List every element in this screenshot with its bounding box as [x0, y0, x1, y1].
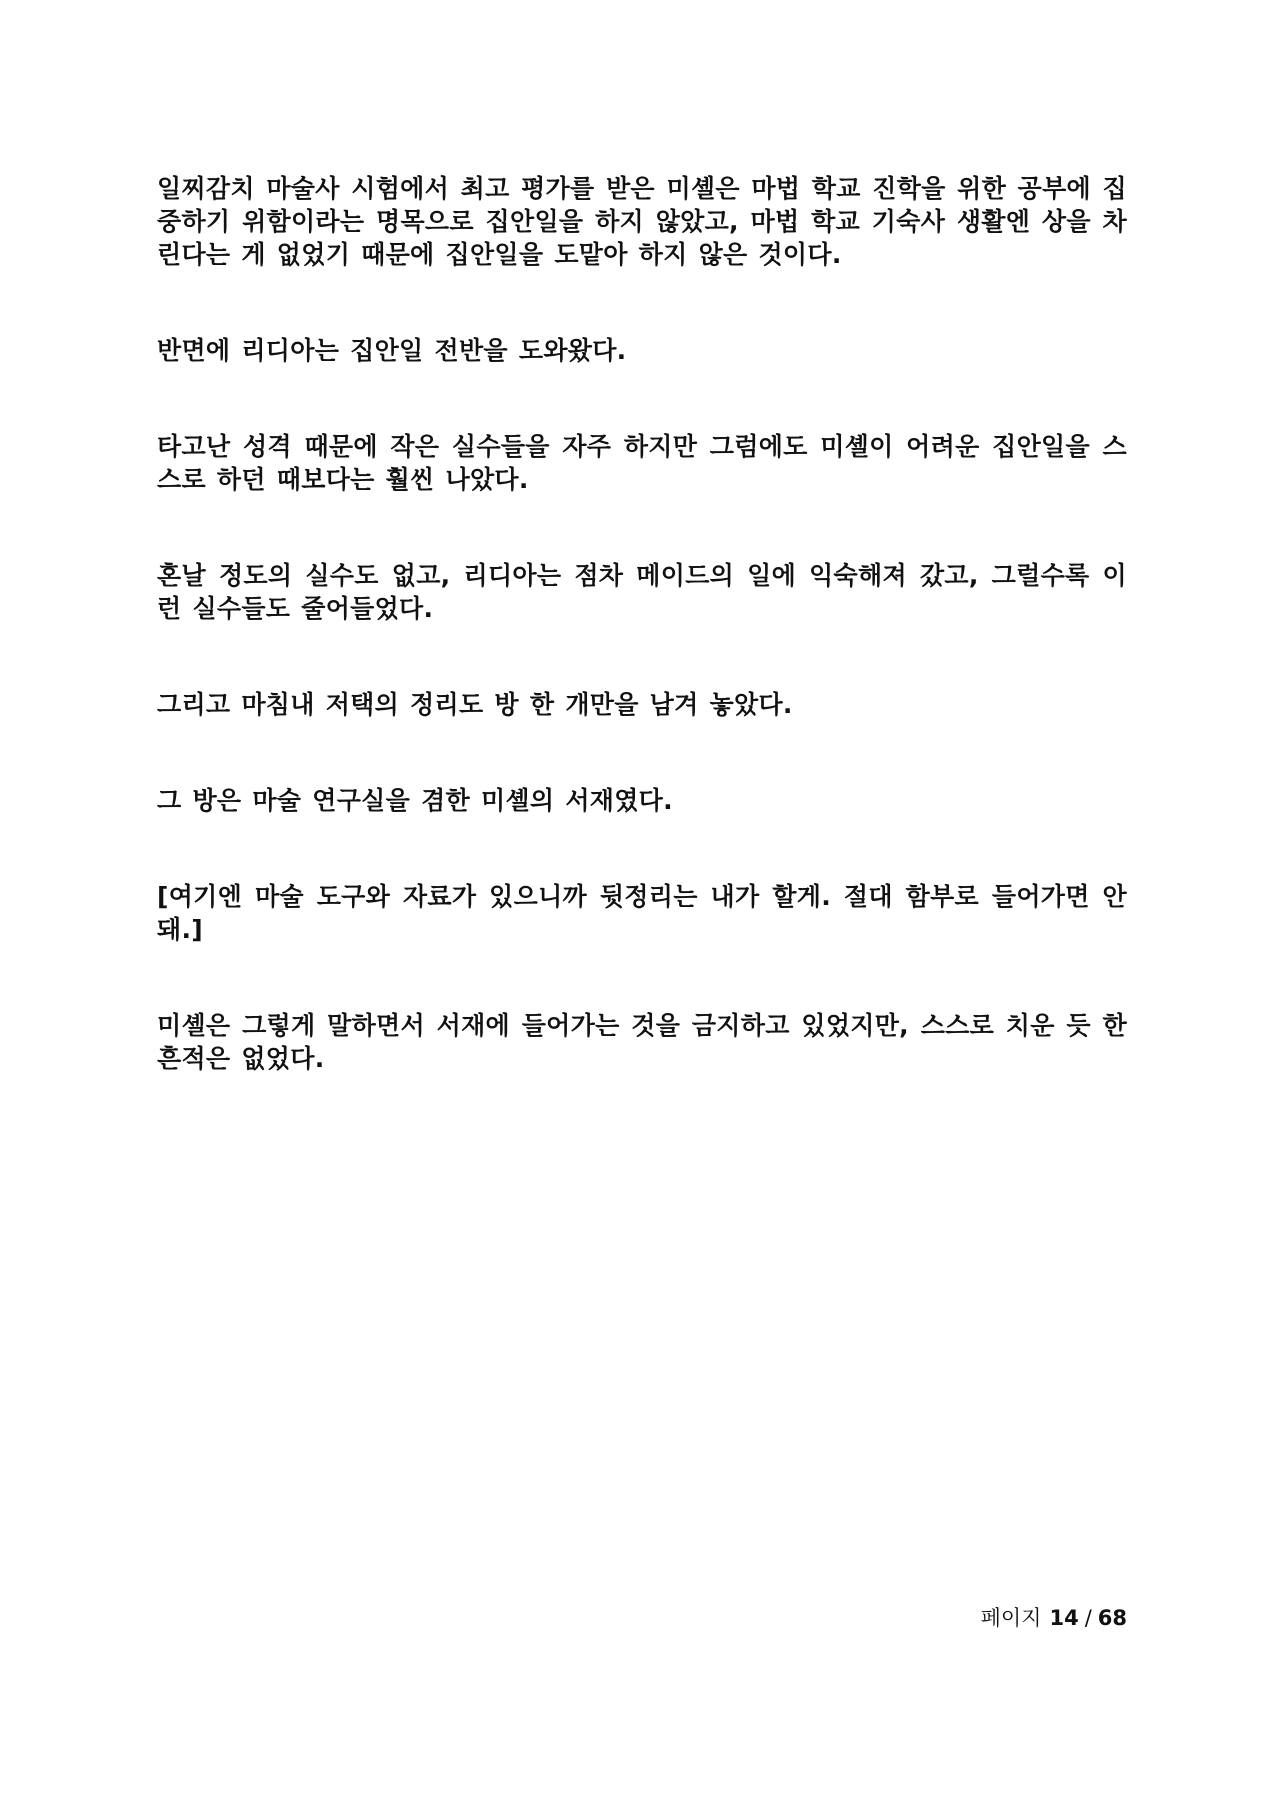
- current-page-number: 14: [1049, 1606, 1079, 1630]
- document-body: [157, 172, 1127, 1138]
- paragraph: 미셸은 그렇게 말하면서 서재에 들어가는 것을 금지하고 있었지만, 스스로 치운 듯 한 흔적은 없었다.: [157, 1011, 1127, 1073]
- paragraph: 혼날 정도의 실수도 없고, 리디아는 점차 메이드의 일에 익숙해져 갔고, 그럴수록 이런 실수들도 줄어들었다.: [157, 561, 1127, 623]
- paragraph: 타고난 성격 때문에 작은 실수들을 자주 하지만 그럼에도 미셸이 어려운 집안일을 스스로 하던 때보다는 훨씬 나았다.: [157, 432, 1127, 494]
- paragraph: 그 방은 마술 연구실을 겸한 미셸의 서재였다.: [157, 786, 673, 815]
- page-label: 페이지: [980, 1606, 1042, 1630]
- page-separator: /: [1084, 1606, 1092, 1630]
- paragraph: 반면에 리디아는 집안일 전반을 도와왔다.: [157, 336, 627, 365]
- total-pages-number: 68: [1097, 1606, 1127, 1630]
- paragraph: 일찌감치 마술사 시험에서 최고 평가를 받은 미셸은 마법 학교 진학을 위한 공부에 집중하기 위함이라는 명목으로 집안일을 하지 않았고, 마법 학교 기숙사 생활엔 상을 차린다는 게 없었기 때문에 집안일을 도맡아 하지 않은 것이다.: [157, 174, 1127, 269]
- paragraph: [여기엔 마술 도구와 자료가 있으니까 뒷정리는 내가 할게. 절대 함부로 들어가면 안 돼.]: [157, 882, 1127, 944]
- page-footer: [981, 1605, 1127, 1631]
- paragraph: 그리고 마침내 저택의 정리도 방 한 개만을 남겨 놓았다.: [157, 690, 793, 719]
